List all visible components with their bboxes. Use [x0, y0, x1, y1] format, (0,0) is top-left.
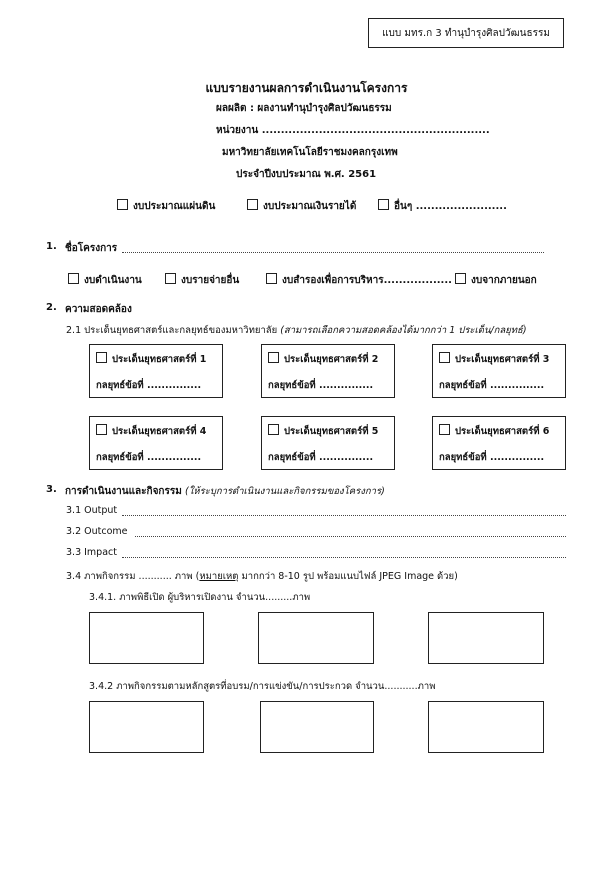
outcome-label: 3.2 Outcome — [66, 526, 128, 537]
strategy-item-2[interactable]: กลยุทธ์ข้อที่ ............... — [268, 380, 374, 391]
budget-option-other[interactable]: อื่นๆ ........................ — [378, 199, 507, 214]
strategy-issue-3[interactable]: ประเด็นยุทธศาสตร์ที่ 3 — [439, 352, 549, 367]
strategy-box-1 — [89, 344, 223, 398]
impact-label: 3.3 Impact — [66, 547, 117, 558]
operations-heading: การดำเนินงานและกิจกรรม (ให้ระบุการดำเนินงานและกิจกรรมของโครงการ) — [65, 486, 385, 497]
strategy-item-6[interactable]: กลยุทธ์ข้อที่ ............... — [439, 452, 545, 463]
activity-photo-slot-1[interactable] — [89, 701, 204, 753]
checkbox-icon[interactable] — [455, 273, 466, 284]
checkbox-icon[interactable] — [268, 424, 279, 435]
impact-field[interactable] — [122, 557, 566, 558]
strategy-issue-4[interactable]: ประเด็นยุทธศาสตร์ที่ 4 — [96, 424, 206, 439]
section-3-number: 3. — [46, 484, 57, 495]
strategy-box-5 — [261, 416, 395, 470]
outcome-field[interactable] — [135, 536, 566, 537]
strategy-issue-6[interactable]: ประเด็นยุทธศาสตร์ที่ 6 — [439, 424, 549, 439]
strategy-issue-1[interactable]: ประเด็นยุทธศาสตร์ที่ 1 — [96, 352, 206, 367]
form-code-box — [368, 18, 564, 48]
checkbox-icon[interactable] — [96, 352, 107, 363]
operations-note: (ให้ระบุการดำเนินงานและกิจกรรมของโครงการ) — [185, 486, 385, 497]
fund-option-other-expense[interactable]: งบรายจ่ายอื่น — [165, 273, 239, 288]
fund-option-external[interactable]: งบจากภายนอก — [455, 273, 537, 288]
checkbox-icon[interactable] — [96, 424, 107, 435]
checkbox-icon[interactable] — [378, 199, 389, 210]
checkbox-icon[interactable] — [266, 273, 277, 284]
output-label: 3.1 Output — [66, 505, 118, 516]
strategy-box-6 — [432, 416, 566, 470]
activity-photo-slot-2[interactable] — [260, 701, 374, 753]
strategy-box-3 — [432, 344, 566, 398]
activity-photo-label: 3.4.2 ภาพกิจกรรมตามหลักสูตรที่อบรม/การแข่งขัน/การประกวด จำนวน...........ภาพ — [89, 681, 436, 692]
report-title: แบบรายงานผลการดำเนินงานโครงการ — [205, 81, 408, 95]
budget-option-national[interactable]: งบประมาณแผ่นดิน — [117, 199, 215, 214]
strategy-item-1[interactable]: กลยุทธ์ข้อที่ ............... — [96, 380, 202, 391]
strategy-issue-5[interactable]: ประเด็นยุทธศาสตร์ที่ 5 — [268, 424, 378, 439]
opening-photo-slot-3[interactable] — [428, 612, 544, 664]
checkbox-icon[interactable] — [117, 199, 128, 210]
photo-count-line: 3.4 ภาพกิจกรรม ........... ภาพ (หมายเหตุ มากกว่า 8-10 รูป พร้อมแนบไฟล์ JPEG Image ด้วย) — [66, 571, 458, 582]
opening-photo-label: 3.4.1. ภาพพิธีเปิด ผู้บริหารเปิดงาน จำนวน.........ภาพ — [89, 592, 311, 603]
strategy-box-2 — [261, 344, 395, 398]
checkbox-icon[interactable] — [247, 199, 258, 210]
checkbox-icon[interactable] — [268, 352, 279, 363]
strategy-box-4 — [89, 416, 223, 470]
opening-photo-slot-2[interactable] — [258, 612, 374, 664]
opening-photo-slot-1[interactable] — [89, 612, 204, 664]
strategy-subheading: 2.1 ประเด็นยุทธศาสตร์และกลยุทธ์ของมหาวิทยาลัย (สามารถเลือกความสอดคล้องได้มากกว่า 1 ประเด็น/กลยุทธ์) — [66, 325, 527, 336]
alignment-label: ความสอดคล้อง — [65, 304, 132, 315]
checkbox-icon[interactable] — [68, 273, 79, 284]
section-1-number: 1. — [46, 241, 57, 252]
output-field[interactable] — [122, 515, 566, 516]
project-name-field[interactable] — [122, 252, 544, 253]
form-code-text: แบบ มทร.ก 3 ทำนุบำรุงศิลปวัฒนธรรม — [382, 27, 550, 39]
checkbox-icon[interactable] — [439, 352, 450, 363]
section-2-number: 2. — [46, 302, 57, 313]
budget-option-revenue[interactable]: งบประมาณเงินรายได้ — [247, 199, 356, 214]
output-line: ผลผลิต : ผลงานทำนุบำรุงศิลปวัฒนธรรม — [216, 103, 392, 114]
strategy-item-5[interactable]: กลยุทธ์ข้อที่ ............... — [268, 452, 374, 463]
strategy-issue-2[interactable]: ประเด็นยุทธศาสตร์ที่ 2 — [268, 352, 378, 367]
fiscal-year: ประจำปีงบประมาณ พ.ศ. 2561 — [236, 169, 377, 180]
fund-option-reserve[interactable]: งบสำรองเพื่อการบริหาร.................. — [266, 273, 452, 288]
agency-line: หน่วยงาน ............................................................ — [216, 125, 490, 136]
strategy-item-3[interactable]: กลยุทธ์ข้อที่ ............... — [439, 380, 545, 391]
checkbox-icon[interactable] — [165, 273, 176, 284]
remark-label: หมายเหตุ — [199, 571, 239, 582]
strategy-note: (สามารถเลือกความสอดคล้องได้มากกว่า 1 ประเด็น/กลยุทธ์) — [280, 325, 527, 336]
checkbox-icon[interactable] — [439, 424, 450, 435]
university-name: มหาวิทยาลัยเทคโนโลยีราชมงคลกรุงเทพ — [222, 147, 398, 158]
activity-photo-slot-3[interactable] — [428, 701, 544, 753]
project-name-label: ชื่อโครงการ — [65, 243, 118, 254]
fund-option-operation[interactable]: งบดำเนินงาน — [68, 273, 142, 288]
strategy-item-4[interactable]: กลยุทธ์ข้อที่ ............... — [96, 452, 202, 463]
